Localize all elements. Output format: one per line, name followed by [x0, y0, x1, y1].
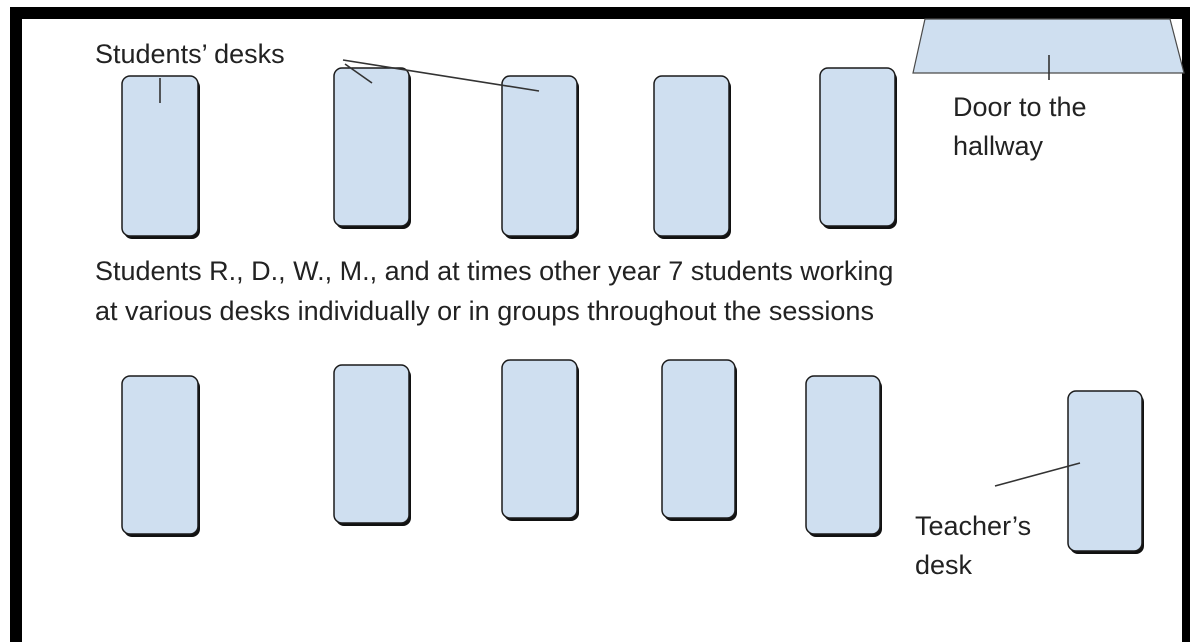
teacher-desk	[1068, 391, 1142, 551]
student-desk-top-4	[654, 76, 729, 236]
students-desks-label: Students’ desks	[95, 39, 285, 69]
student-desk-top-5	[820, 68, 895, 226]
door-label-line1: Door to the	[953, 92, 1087, 122]
activity-note-line1: Students R., D., W., M., and at times other year 7 students working	[95, 256, 894, 286]
room-wall-top	[10, 7, 1190, 19]
activity-note-line2: at various desks individually or in groups throughout the sessions	[95, 296, 874, 326]
teacher-desk-label-line1: Teacher’s	[915, 511, 1032, 541]
student-desk-top-3	[502, 76, 577, 236]
room-wall-right	[1182, 7, 1190, 642]
student-desk-bottom-3	[502, 360, 577, 518]
door-label-line2: hallway	[953, 131, 1044, 161]
teacher-desk-label-line2: desk	[915, 550, 973, 580]
student-desk-bottom-4	[662, 360, 735, 518]
room-wall-left	[10, 7, 22, 642]
student-desk-bottom-5	[806, 376, 880, 534]
student-desk-bottom-1	[122, 376, 198, 534]
student-desk-top-2	[334, 68, 409, 226]
student-desk-bottom-2	[334, 365, 409, 523]
